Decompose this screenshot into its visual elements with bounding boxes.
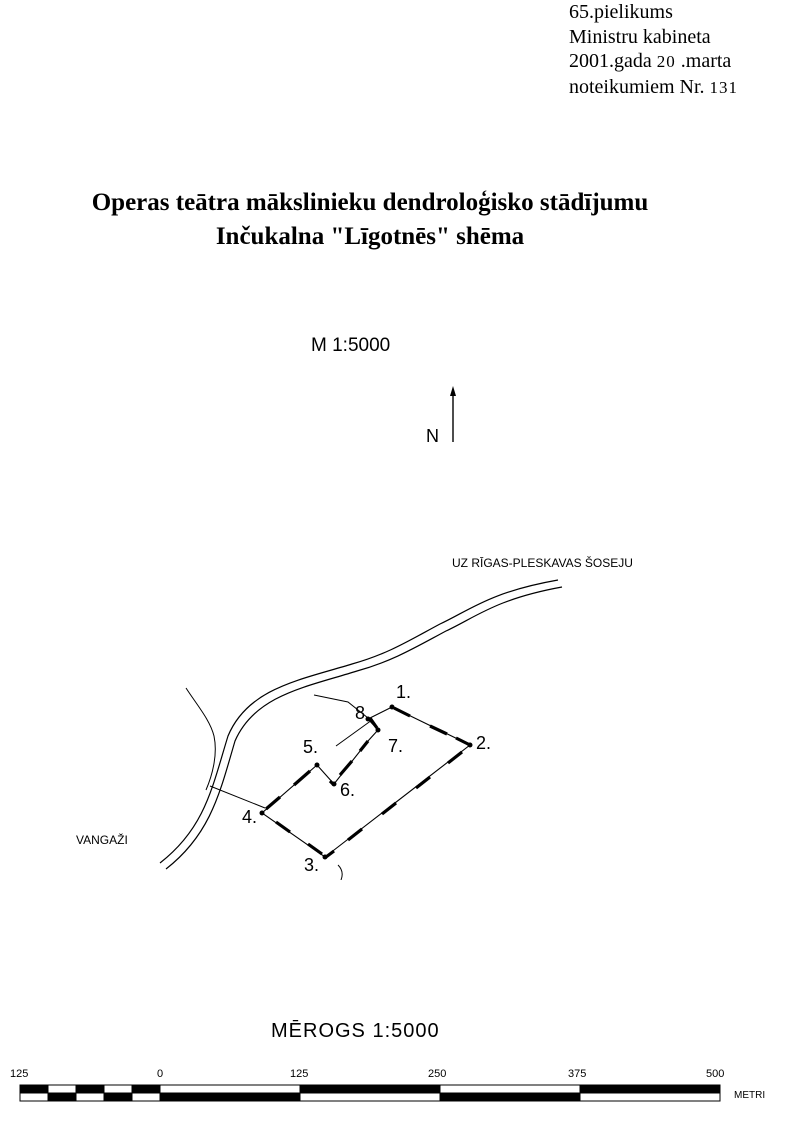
- annex-regulation-number: 131: [709, 77, 739, 97]
- boundary-point-2: 2.: [476, 733, 492, 753]
- boundary-point-1: 1.: [396, 682, 412, 702]
- scale-units: METRI: [734, 1090, 766, 1101]
- main-road: [160, 580, 562, 869]
- site-map: [0, 540, 800, 880]
- annex-line-2: Ministru kabineta: [569, 25, 711, 48]
- title-line-2: Inčukalna "Līgotnēs" shēma: [215, 223, 525, 250]
- map-scale-label: M 1:5000: [311, 335, 391, 356]
- scale-tick-label: 250: [428, 1068, 447, 1080]
- boundary-dashes: [266, 708, 470, 857]
- boundary-point-5: 5.: [303, 737, 319, 757]
- title-line-1: Operas teātra mākslinieku dendroloģisko stādījumu: [91, 189, 649, 216]
- scale-tick-label: 375: [568, 1068, 587, 1080]
- page-title: [0, 186, 740, 254]
- annex-regulation-prefix: noteikumiem Nr.: [569, 75, 710, 98]
- scale-tick-label: 0: [157, 1068, 164, 1080]
- boundary-point-8: 8.: [355, 703, 371, 723]
- scale-tick-label: 125: [290, 1068, 309, 1080]
- boundary-point-7: 7.: [388, 736, 404, 756]
- north-label: N: [426, 426, 439, 446]
- scale-tick-label: 125: [10, 1068, 29, 1080]
- boundary-point-3: 3.: [304, 855, 320, 875]
- boundary-point-4: 4.: [242, 807, 258, 827]
- annex-note: [569, 0, 738, 100]
- corner-markers: [260, 705, 473, 860]
- scale-bar: [0, 1083, 800, 1123]
- annex-line-1: 65.pielikums: [569, 1, 673, 23]
- road-label-vangazi: VANGAŽI: [76, 833, 128, 847]
- annex-date-suffix: .marta: [675, 50, 732, 72]
- scale-tick-label: 500: [706, 1068, 725, 1080]
- scale-bar-title: MĒROGS 1:5000: [271, 1020, 440, 1042]
- annex-date-day: 20: [656, 52, 676, 71]
- boundary-point-6: 6.: [340, 780, 356, 800]
- annex-line-4: [569, 75, 738, 101]
- annex-line-3: [569, 49, 738, 75]
- road-label-riga-pskov: UZ RĪGAS-PLESKAVAS ŠOSEJU: [452, 556, 633, 570]
- annex-date-prefix: 2001.gada: [569, 50, 657, 72]
